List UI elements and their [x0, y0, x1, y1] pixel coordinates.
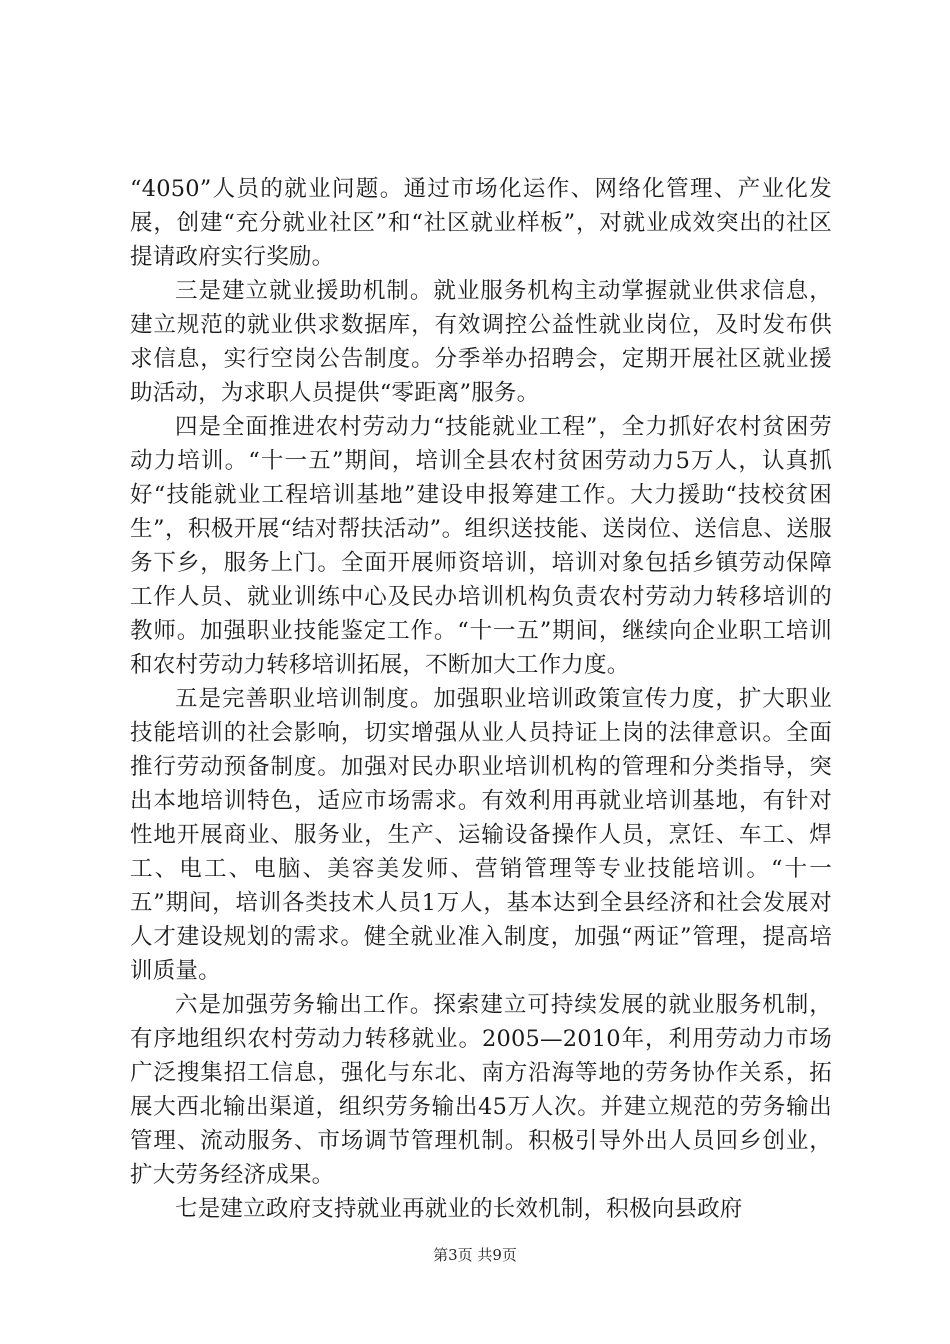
document-body [130, 172, 832, 1226]
paragraph-item-7: 七是建立政府支持就业再就业的长效机制，积极向县政府 [175, 1196, 743, 1222]
paragraph-item-4: 四是全面推进农村劳动力“技能就业工程”，全力抓好农村贫困劳动力培训。“十一五”期间，培训全县农村贫困劳动力5万人，认真抓好“技能就业工程培训基地”建设申报筹建工作。大力援助“技校贫困生”，积极开展“结对帮扶活动”。组织送技能、送岗位、送信息、送服务下乡，服务上门。全面开展师资培训，培训对象包括乡镇劳动保障工作人员、就业训练中心及民办培训机构负责农村劳动力转移培训的教师。加强职业技能鉴定工作。“十一五”期间，继续向企业职工培训和农村劳动力转移培训拓展，不断加大工作力度。 [130, 414, 832, 678]
paragraph-item-5: 五是完善职业培训制度。加强职业培训政策宣传力度，扩大职业技能培训的社会影响，切实增强从业人员持证上岗的法律意识。全面推行劳动预备制度。加强对民办职业培训机构的管理和分类指导，突出本地培训特色，适应市场需求。有效利用再就业培训基地，有针对性地开展商业、服务业，生产、运输设备操作人员，烹饪、车工、焊工、电工、电脑、美容美发师、营销管理等专业技能培训。“十一五”期间，培训各类技术人员1万人，基本达到全县经济和社会发展对人才建设规划的需求。健全就业准入制度，加强“两证”管理，提高培训质量。 [130, 686, 832, 984]
page-number-footer: 第3页 共9页 [433, 1246, 517, 1264]
paragraph-item-3: 三是建立就业援助机制。就业服务机构主动掌握就业供求信息，建立规范的就业供求数据库，有效调控公益性就业岗位，及时发布供求信息，实行空岗公告制度。分季举办招聘会，定期开展社区就业援助活动，为求职人员提供“零距离”服务。 [130, 278, 832, 406]
paragraph-item-6: 六是加强劳务输出工作。探索建立可持续发展的就业服务机制，有序地组织农村劳动力转移就业。2005—2010年，利用劳动力市场广泛搜集招工信息，强化与东北、南方沿海等地的劳务协作关系，拓展大西北输出渠道，组织劳务输出45万人次。并建立规范的劳务输出管理、流动服务、市场调节管理机制。积极引导外出人员回乡创业，扩大劳务经济成果。 [130, 992, 832, 1188]
paragraph-continuation: “4050”人员的就业问题。通过市场化运作、网络化管理、产业化发展，创建“充分就业社区”和“社区就业样板”，对就业成效突出的社区提请政府实行奖励。 [130, 176, 832, 270]
